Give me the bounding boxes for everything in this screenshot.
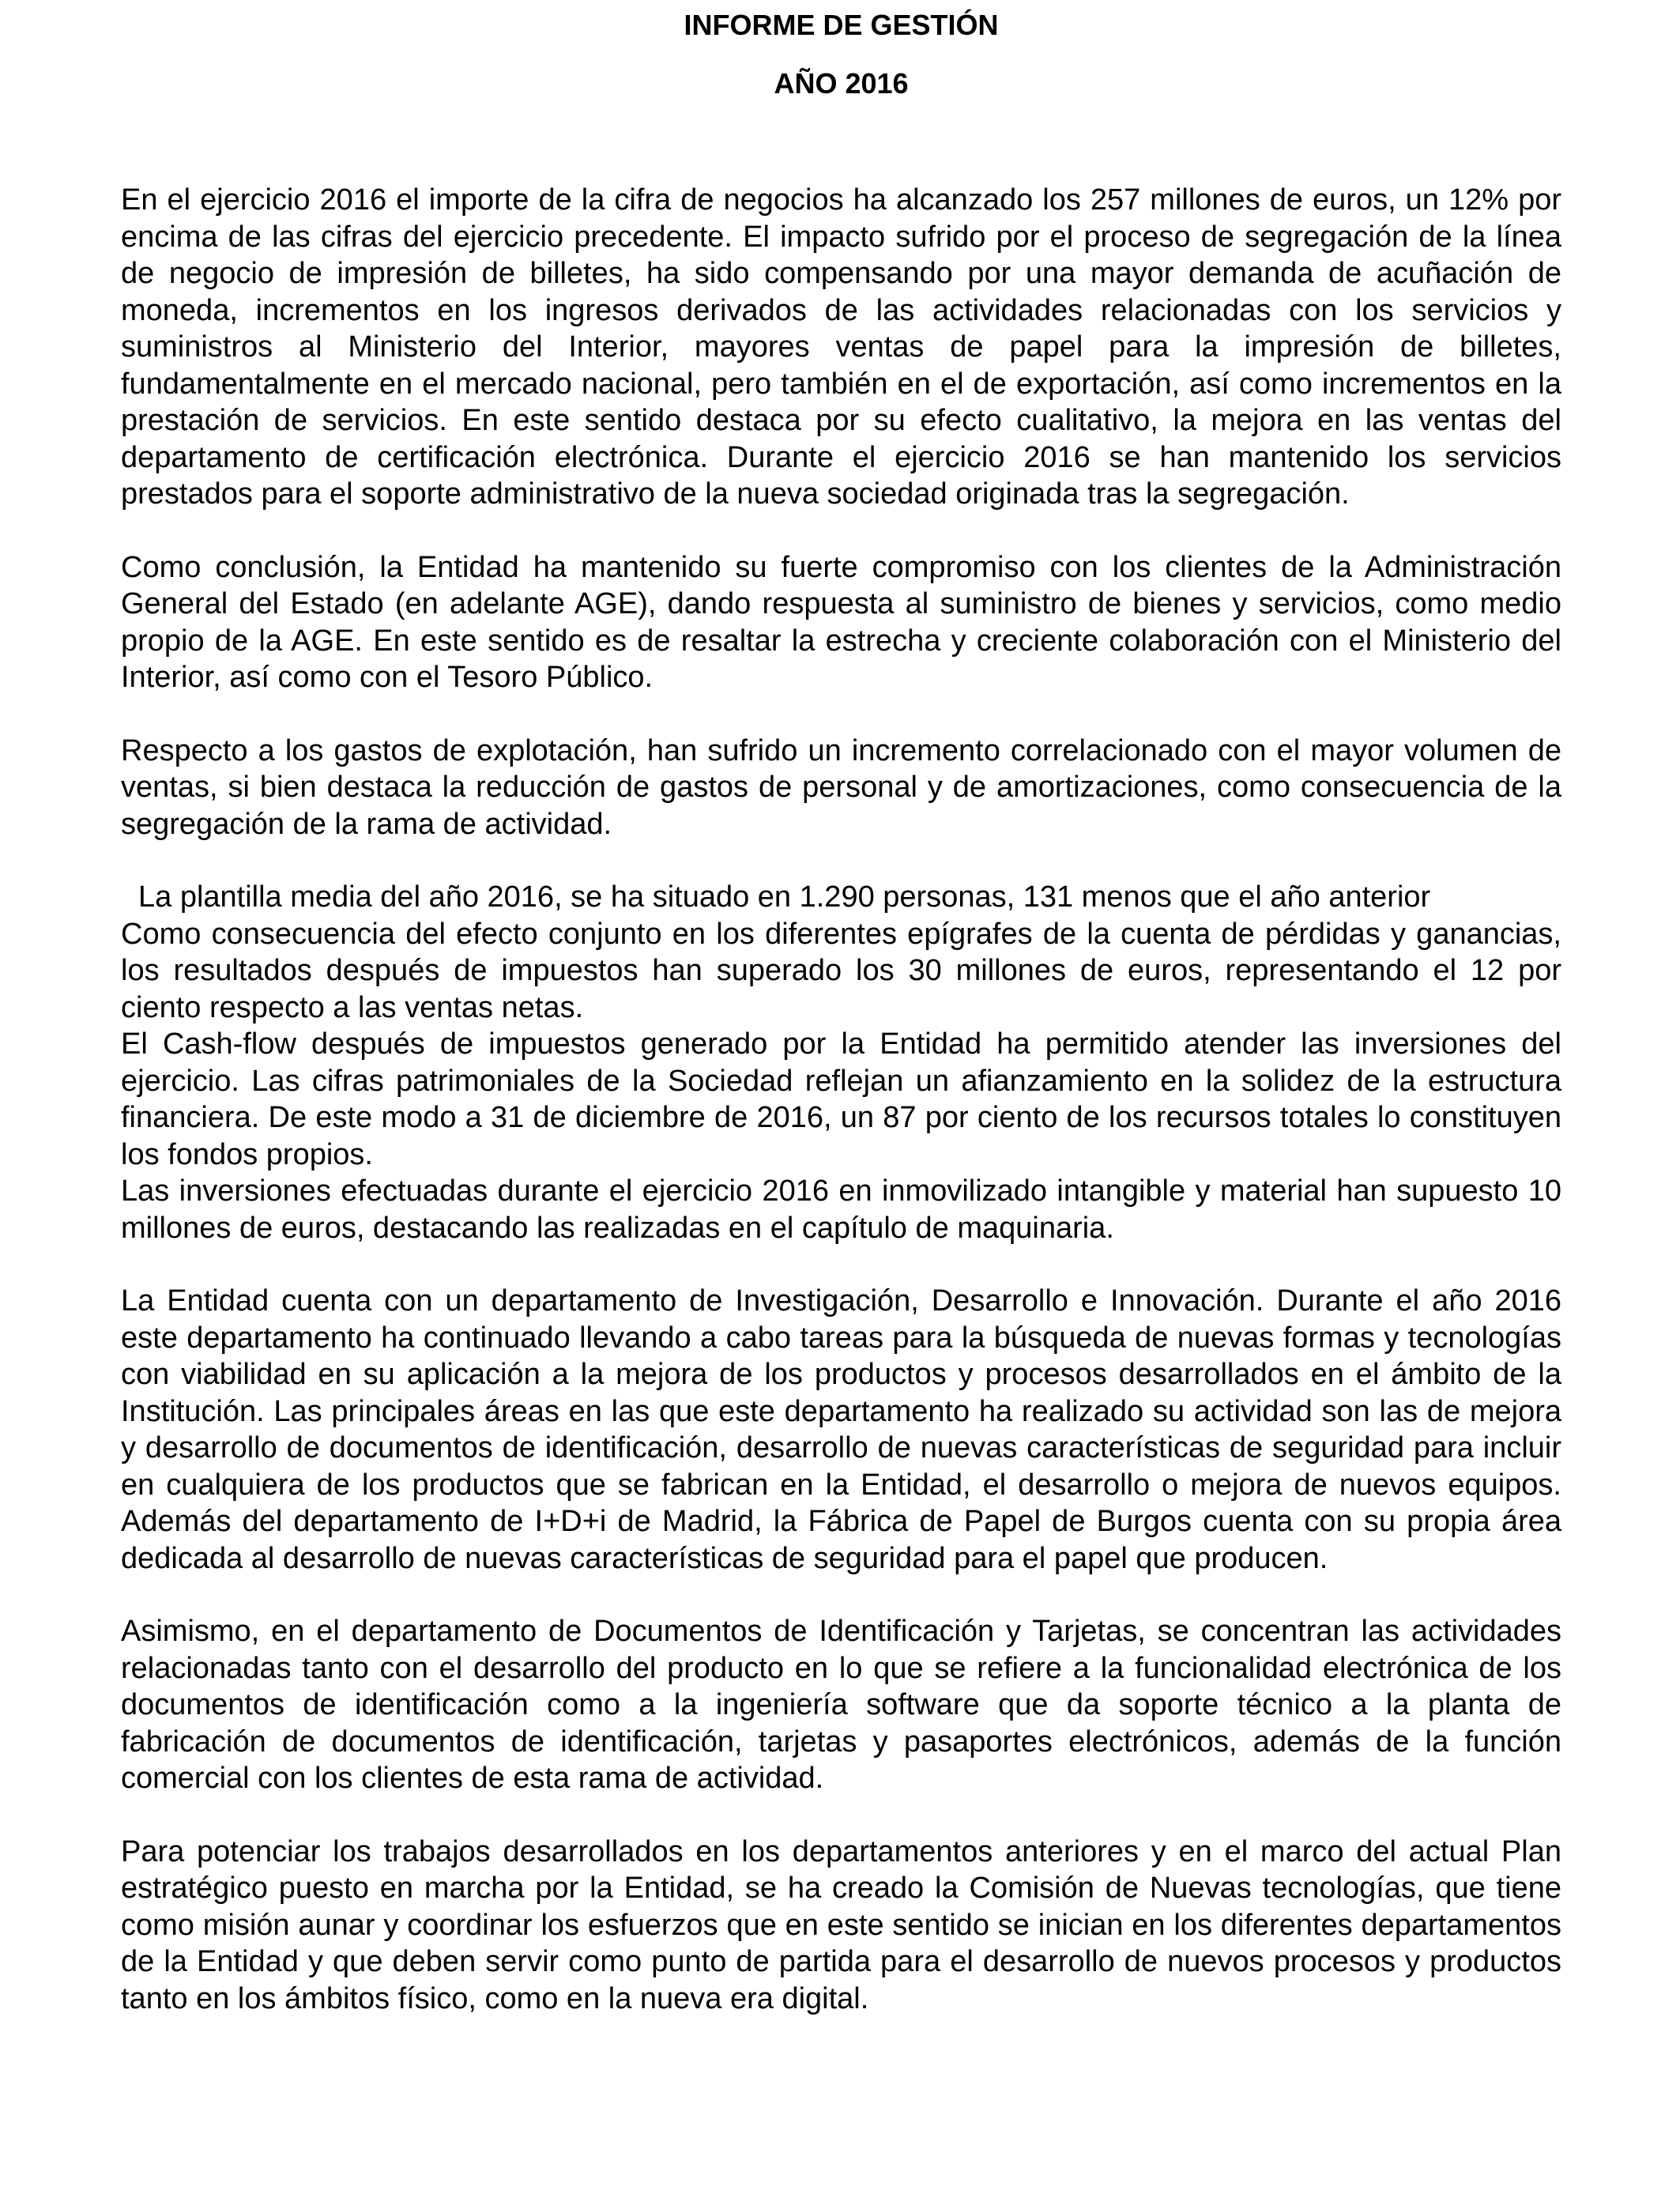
paragraph-identification-documents: Asimismo, en el departamento de Documentos de Identificación y Tarjetas, se concentran las actividades relacionadas tanto con el desarrollo del producto en lo que se refiere a la funcionalidad electrónica de los documentos de identificación como a la ingeniería software que da soporte técnico a la planta de fabricación de documentos de identificación, tarjetas y pasaportes electrónicos, además de la función comercial con los clientes de esta rama de actividad. — [121, 1615, 1561, 1795]
document-subtitle: AÑO 2016 — [774, 67, 909, 100]
paragraph-workforce: La plantilla media del año 2016, se ha situado en 1.290 personas, 131 menos que el año anterior — [138, 880, 1431, 914]
document-title: INFORME DE GESTIÓN — [684, 9, 999, 41]
paragraph-results: Como consecuencia del efecto conjunto en los diferentes epígrafes de la cuenta de pérdidas y ganancias, los resultados después de impuestos han superado los 30 millones de euros, representando el 12 por ciento respecto a las ventas netas. — [121, 917, 1561, 1024]
paragraph-conclusion: Como conclusión, la Entidad ha mantenido su fuerte compromiso con los clientes de la Administración General del Estado (en adelante AGE), dando respuesta al suministro de bienes y servicios, como medio propio de la AGE. En este sentido es de resaltar la estrecha y creciente colaboración con el Ministerio del Interior, así como con el Tesoro Público. — [121, 550, 1561, 694]
paragraph-operating-expenses: Respecto a los gastos de explotación, han sufrido un incremento correlacionado con el mayor volumen de ventas, si bien destaca la reducción de gastos de personal y de amortizaciones, como consecuencia de la segregación de la rama de actividad. — [121, 733, 1561, 841]
paragraph-cash-flow: El Cash-flow después de impuestos generado por la Entidad ha permitido atender las inversiones del ejercicio. Las cifras patrimoniales de la Sociedad reflejan un afianzamiento en la solidez de la estructura financiera. De este modo a 31 de diciembre de 2016, un 87 por ciento de los recursos totales lo constituyen los fondos propios. — [121, 1027, 1561, 1171]
paragraph-revenue: En el ejercicio 2016 el importe de la cifra de negocios ha alcanzado los 257 millones de euros, un 12% por encima de las cifras del ejercicio precedente. El impacto sufrido por el proceso de segregación de la línea de negocio de impresión de billetes, ha sido compensando por una mayor demanda de acuñación de moneda, incrementos en los ingresos derivados de las actividades relacionadas con los servicios y suministros al Ministerio del Interior, mayores ventas de papel para la impresión de billetes, fundamentalmente en el mercado nacional, pero también en el de exportación, así como incrementos en la prestación de servicios. En este sentido destaca por su efecto cualitativo, la mejora en las ventas del departamento de certificación electrónica. Durante el ejercicio 2016 se han mantenido los servicios prestados para el soporte administrativo de la nueva sociedad originada tras la segregación. — [121, 183, 1561, 511]
paragraph-rd-department: La Entidad cuenta con un departamento de Investigación, Desarrollo e Innovación. Durante el año 2016 este departamento ha continuado llevando a cabo tareas para la búsqueda de nuevas formas y tecnologías con viabilidad en su aplicación a la mejora de los productos y procesos desarrollados en el ámbito de la Institución. Las principales áreas en las que este departamento ha realizado su actividad son las de mejora y desarrollo de documentos de identificación, desarrollo de nuevas características de seguridad para incluir en cualquiera de los productos que se fabrican en la Entidad, el desarrollo o mejora de nuevos equipos. Además del departamento de I+D+i de Madrid, la Fábrica de Papel de Burgos cuenta con su propia área dedicada al desarrollo de nuevas características de seguridad para el papel que producen. — [121, 1284, 1561, 1575]
document-body — [121, 182, 1561, 2053]
paragraph-investments: Las inversiones efectuadas durante el ejercicio 2016 en inmovilizado intangible y material han supuesto 10 millones de euros, destacando las realizadas en el capítulo de maquinaria. — [121, 1174, 1561, 1245]
paragraph-new-technologies: Para potenciar los trabajos desarrollados en los departamentos anteriores y en el marco del actual Plan estratégico puesto en marcha por la Entidad, se ha creado la Comisión de Nuevas tecnologías, que tiene como misión aunar y coordinar los esfuerzos que en este sentido se inician en los diferentes departamentos de la Entidad y que deben servir como punto de partida para el desarrollo de nuevos procesos y productos tanto en los ámbitos físico, como en la nueva era digital. — [121, 1834, 1561, 2015]
